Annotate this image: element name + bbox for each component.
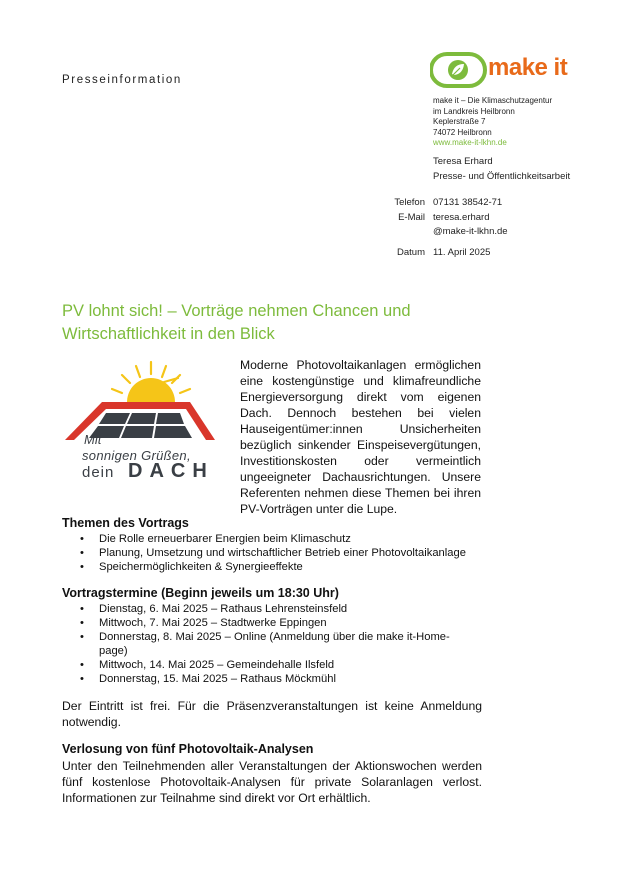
- bullet-icon: •: [80, 631, 84, 643]
- address-line: im Landkreis Heilbronn: [433, 106, 515, 116]
- address-line: 74072 Heilbronn: [433, 127, 492, 137]
- contact-name: Teresa Erhard: [433, 156, 493, 167]
- list-item-text: Mittwoch, 14. Mai 2025 – Gemeindehalle Ilsfeld: [99, 659, 335, 671]
- roof-logo-line3b: DACH: [128, 460, 214, 482]
- bullet-icon: •: [80, 561, 84, 573]
- email-value-line1[interactable]: teresa.erhard: [433, 212, 490, 223]
- list-item: [80, 560, 480, 574]
- topics-heading: Themen des Vortrags: [62, 516, 189, 530]
- document-label: Presseinformation: [62, 74, 182, 86]
- roof-logo-line2: sonnigen Grüßen,: [82, 448, 191, 463]
- email-label: E-Mail: [398, 212, 425, 223]
- address-line: make it – Die Klimaschutzagentur: [433, 96, 553, 105]
- make-it-logo: [430, 52, 570, 90]
- bullet-icon: •: [80, 659, 84, 671]
- phone-value: 07131 38542-71: [433, 197, 503, 208]
- headline: PV lohnt sich! – Vorträge nehmen Chancen und Wirtschaftlichkeit in den Blick: [62, 302, 411, 343]
- bullet-icon: •: [80, 617, 84, 629]
- email-value-line2[interactable]: @make-it-lkhn.de: [433, 226, 508, 237]
- date-label: Datum: [397, 247, 425, 258]
- bullet-icon: •: [80, 603, 84, 615]
- admission-paragraph: Der Eintritt ist frei. Für die Präsenzveranstaltungen ist keine Anmeldung notwendig.: [62, 699, 482, 729]
- raffle-paragraph: Unter den Teilnehmenden aller Veranstaltungen der Aktionswochen werden fünf kostenlose Photovoltaik-Analysen für private Solaranlagen verlost. Informationen zur Teilnahme sind direkt vor Ort erhältlich.: [62, 759, 482, 805]
- roof-logo-line3a: dein: [82, 464, 115, 481]
- phone-label: Telefon: [394, 197, 425, 208]
- bullet-icon: •: [80, 673, 84, 685]
- list-item: [80, 546, 480, 560]
- list-item: [80, 658, 480, 672]
- list-item-text: Planung, Umsetzung und wirtschaftlicher Betrieb einer Photovoltaikanlage: [99, 547, 466, 559]
- list-item-text: Die Rolle erneuerbarer Energien beim Klimaschutz: [99, 533, 351, 545]
- address-line: Keplerstraße 7: [433, 117, 486, 126]
- logo-wordmark: make it: [488, 54, 568, 81]
- list-item: [80, 602, 480, 616]
- dates-heading: Vortragstermine (Beginn jeweils um 18:30 Uhr): [62, 586, 339, 600]
- leaf-icon: [430, 52, 488, 90]
- roof-logo-line1: Mit: [84, 432, 102, 447]
- list-item-text: Mittwoch, 7. Mai 2025 – Stadtwerke Eppingen: [99, 617, 327, 629]
- list-item-text: Dienstag, 6. Mai 2025 – Rathaus Lehrensteinsfeld: [99, 603, 348, 615]
- list-item: [80, 532, 480, 546]
- list-item: [80, 672, 480, 686]
- bullet-icon: •: [80, 533, 84, 545]
- list-item: [80, 616, 480, 630]
- bullet-icon: •: [80, 547, 84, 559]
- list-item-text: Donnerstag, 8. Mai 2025 – Online (Anmeldung über die make it-Home-page): [99, 631, 450, 657]
- intro-paragraph: Moderne Photovoltaikanlagen ermöglichen eine kostengünstige und klimafreundliche Energieversorgung direkt vom eigenen Dach. Dennoch bestehen bei vielen Hauseigentümer:innen Unsicherheiten bezüglich sinkender Einspeisevergütungen, Investitionskosten oder vermeintlich ungeeigneter Dachausrichtungen. Unsere Referenten nehmen diese Themen bei ihren PV-Vorträgen unter die Lupe.: [240, 358, 481, 516]
- list-item-text: Donnerstag, 15. Mai 2025 – Rathaus Möckmühl: [99, 673, 336, 685]
- contact-role: Presse- und Öffentlichkeitsarbeit: [433, 171, 571, 182]
- list-item: [80, 630, 480, 658]
- roof-logo: [62, 352, 222, 492]
- date-value: 11. April 2025: [433, 247, 491, 258]
- raffle-heading: Verlosung von fünf Photovoltaik-Analysen: [62, 742, 314, 756]
- address-block: [433, 96, 552, 149]
- list-item-text: Speichermöglichkeiten & Synergieeffekte: [99, 561, 303, 573]
- website-link[interactable]: www.make-it-lkhn.de: [433, 138, 507, 147]
